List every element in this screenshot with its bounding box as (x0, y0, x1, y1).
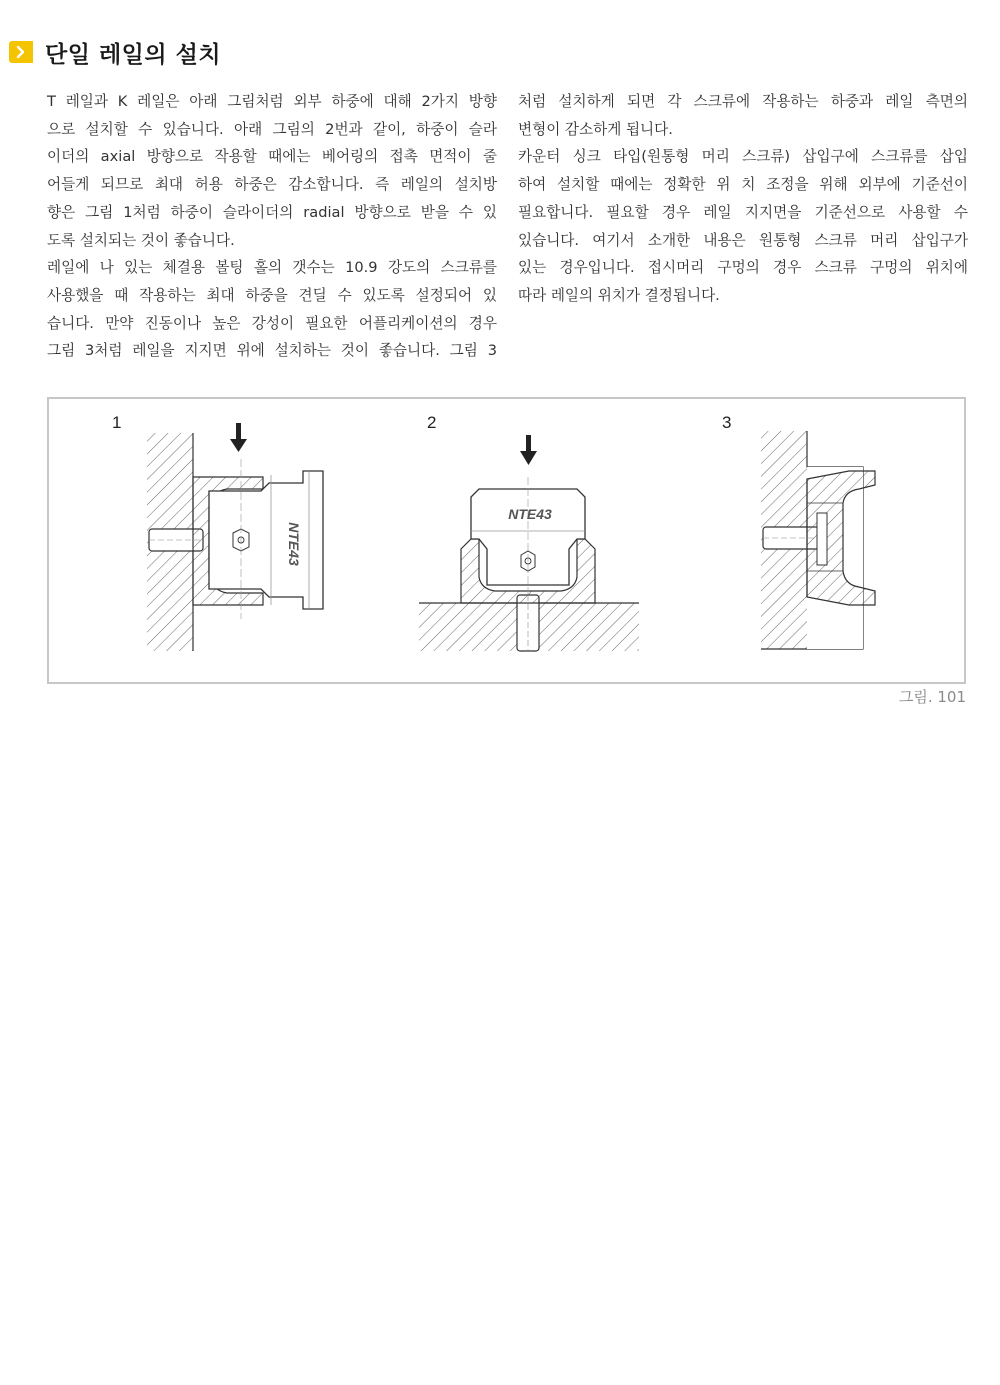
text-line: 이더의 axial 방향으로 작용할 때에는 베어링의 접촉 면적이 줄 (47, 148, 497, 166)
arrow-down-icon (520, 435, 537, 465)
text-line: 하여 설치할 때에는 정확한 위 치 조정을 위해 외부에 기준선이 (518, 176, 968, 194)
section-title: 단일 레일의 설치 (45, 41, 222, 68)
text-line: 사용했을 때 작용하는 최대 하중을 견딜 수 있도록 설정되어 있 (47, 286, 497, 304)
text-line: 습니다. 만약 진동이나 높은 강성이 필요한 어플리케이션의 경우 (47, 314, 497, 332)
text-line: 처럼 설치하게 되면 각 스크류에 작용하는 하중과 레일 측면의 (518, 93, 968, 110)
rail-installation-diagram (49, 399, 964, 682)
text-line: 있는 경우입니다. 접시머리 구멍의 경우 스크류 구멍의 위치에 (518, 259, 968, 277)
panel-label-3: 3 (722, 413, 732, 432)
text-line: 레일에 나 있는 체결용 볼팅 홀의 갯수는 10.9 강도의 스크류를 (47, 259, 497, 277)
body-text-left-column (47, 88, 497, 365)
slider-marking-1: NTE43 (286, 522, 302, 566)
panel-label-2: 2 (427, 413, 437, 432)
text-line: 따라 레일의 위치가 결정됩니다. (518, 286, 720, 304)
text-line: 으로 설치할 수 있습니다. 아래 그림의 2번과 같이, 하중이 슬라 (47, 120, 497, 138)
text-line: 향은 그림 1처럼 하중이 슬라이더의 radial 방향으로 받을 수 있 (47, 203, 497, 221)
slider-marking-2: NTE43 (508, 506, 552, 522)
text-line: 카운터 싱크 타입(원통형 머리 스크류) 삽입구에 스크류를 삽입 (518, 148, 968, 166)
text-line: 도록 설치되는 것이 좋습니다. (47, 231, 235, 249)
section-header (9, 34, 221, 70)
text-line: 있습니다. 여기서 소개한 내용은 원통형 스크류 머리 삽입구가 (518, 231, 968, 249)
panel-3-drawing (761, 431, 875, 649)
arrow-down-icon (230, 423, 247, 452)
text-line: 어들게 되므로 최대 허용 하중은 감소합니다. 즉 레일의 설치방 (47, 176, 497, 194)
slider-block-1 (209, 471, 323, 609)
chevron-right-icon (9, 41, 33, 63)
text-line: 필요합니다. 필요할 경우 레일 지지면을 기준선으로 사용할 수 (518, 203, 968, 221)
panel-2-drawing (419, 435, 639, 651)
panel-label-1: 1 (112, 413, 122, 432)
body-text-right-column (518, 88, 968, 310)
figure-frame (47, 397, 966, 684)
panel-1-drawing (147, 423, 323, 651)
text-line: T 레일과 K 레일은 아래 그림처럼 외부 하중에 대해 2가지 방향 (47, 93, 497, 110)
text-line: 변형이 감소하게 됩니다. (518, 120, 673, 138)
text-line: 그림 3처럼 레일을 지지면 위에 설치하는 것이 좋습니다. 그림 3 (47, 342, 497, 360)
figure-caption: 그림. 101 (898, 688, 966, 706)
